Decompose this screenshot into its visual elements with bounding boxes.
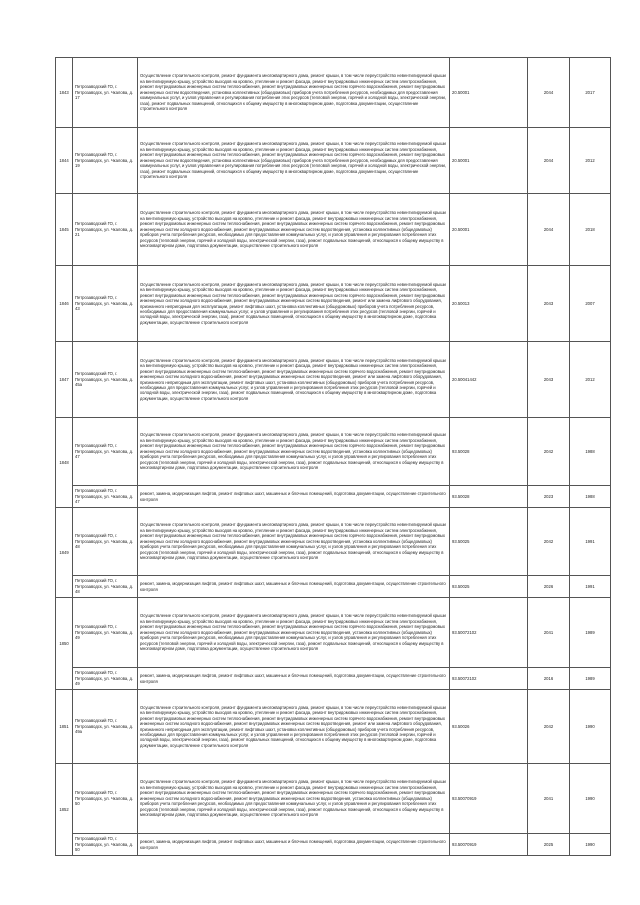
table-row: [56, 266, 611, 342]
table-row: [56, 690, 611, 764]
code-cell: 20.50001: [450, 58, 528, 128]
works-cell: Осуществление строительного контроля, ремонт фундамента многоквартирного дома, ремонт крыши, в том числе переустройство невентилируемой крыши на вентилируемую крышу, устройство выходов на кровлю, утепление и ремонт фасада, ремонт внутридомовых инженерных систем электроснабжения, ремонт внутридомовых инженерных систем теплоснабжения, ремонт внутридомовых инженерных систем горячего водоснабжения, ремонт внутридомовых инженерных систем холодного водоснабжения, ремонт внутридомовых инженерных систем водоотведения, установка коллективных (общедомовых) приборов учета потребления ресурсов, необходимых для предоставления коммунальных услуг, и узлов управления и регулирования потребления этих ресурсов (тепловой энергии, горячей и холодной воды, электрической энергии, газа), ремонт подвальных помещений, относящихся к общему имуществу в многоквартирном доме, подготовка документации, осуществление строительного контроля: [138, 598, 450, 668]
row-number: 1844: [56, 128, 73, 194]
works-cell: Осуществление строительного контроля, ремонт фундамента многоквартирного дома, ремонт крыши, в том числе переустройство невентилируемой крыши на вентилируемую крышу, устройство выходов на кровлю, утепление и ремонт фасада, ремонт внутридомовых инженерных систем электроснабжения, ремонт внутридомовых инженерных систем теплоснабжения, ремонт внутридомовых инженерных систем горячего водоснабжения, ремонт внутридомовых инженерных систем холодного водоснабжения, ремонт внутридомовых инженерных систем водоотведения, ремонт или замена лифтового оборудования, признанного непригодным для эксплуатации, ремонт лифтовых шахт, установка коллективных (общедомовых) приборов учета потребления ресурсов, необходимых для предоставления коммунальных услуг, и узлов управления и регулирования потребления этих ресурсов (тепловой энергии, горячей и холодной воды, электрической энергии, газа), ремонт подвальных помещений, относящихся к общему имуществу в многоквартирном доме, подготовка документации, осуществление строительного контроля: [138, 342, 450, 418]
table-row: [56, 418, 611, 486]
planned-year-cell: 2043: [528, 266, 570, 342]
table-row: [56, 128, 611, 194]
address-cell: Петрозаводский ГО, г. Петрозаводск, ул. Чкалова, д. 47: [73, 418, 138, 486]
works-cell: ремонт, замена, модернизация лифтов, ремонт лифтовых шахт, машинных и блочных помещений, подготовка документации, осуществление строительного контроля: [138, 576, 450, 598]
address-cell: Петрозаводский ГО, г. Петрозаводск, ул. Чкалова, д. 47: [73, 486, 138, 508]
planned-year-cell: 2044: [528, 58, 570, 128]
planned-year-cell: 2025: [528, 834, 570, 856]
planned-year-cell: 2042: [528, 418, 570, 486]
works-cell: Осуществление строительного контроля, ремонт фундамента многоквартирного дома, ремонт крыши, в том числе переустройство невентилируемой крыши на вентилируемую крышу, устройство выходов на кровлю, утепление и ремонт фасада, ремонт внутридомовых инженерных систем электроснабжения, ремонт внутридомовых инженерных систем теплоснабжения, ремонт внутридомовых инженерных систем горячего водоснабжения, ремонт внутридомовых инженерных систем холодного водоснабжения, ремонт внутридомовых инженерных систем водоотведения, ремонт или замена лифтового оборудования, признанного непригодным для эксплуатации, ремонт лифтовых шахт, установка коллективных (общедомовых) приборов учета потребления ресурсов, необходимых для предоставления коммунальных услуг, и узлов управления и регулирования потребления этих ресурсов (тепловой энергии, горячей и холодной воды, электрической энергии, газа), ремонт подвальных помещений, относящихся к общему имуществу в многоквартирном доме, подготовка документации, осуществление строительного контроля: [138, 266, 450, 342]
address-cell: Петрозаводский ГО, г. Петрозаводск, ул. Чкалова, д. 21: [73, 194, 138, 266]
address-cell: Петрозаводский ГО, г. Петрозаводск, ул. Чкалова, д. 19: [73, 128, 138, 194]
works-cell: Осуществление строительного контроля, ремонт фундамента многоквартирного дома, ремонт крыши, в том числе переустройство невентилируемой крыши на вентилируемую крышу, устройство выходов на кровлю, утепление и ремонт фасада, ремонт внутридомовых инженерных систем электроснабжения, ремонт внутридомовых инженерных систем теплоснабжения, ремонт внутридомовых инженерных систем горячего водоснабжения, ремонт внутридомовых инженерных систем водоотведения, установка коллективных (общедомовых) приборов учета потребления ресурсов, необходимых для предоставления коммунальных услуг, и узлов управления и регулирования потребления этих ресурсов (тепловой энергии, горячей и холодной воды, электрической энергии, газа), ремонт подвальных помещений, относящихся к общему имуществу в многоквартирном доме, подготовка документации, осуществление строительного контроля: [138, 128, 450, 194]
table-row: [56, 764, 611, 834]
code-cell: 93.50072102: [450, 598, 528, 668]
row-number: 1848: [56, 418, 73, 508]
row-number: 1843: [56, 58, 73, 128]
address-cell: Петрозаводский ГО, г. Петрозаводск, ул. Чкалова, д. 49: [73, 668, 138, 690]
code-cell: 93.50026: [450, 690, 528, 764]
planned-year-cell: 2023: [528, 486, 570, 508]
table-row: [56, 58, 611, 128]
year-cell: 1989: [570, 668, 611, 690]
table-row: [56, 598, 611, 668]
code-cell: 20.50001: [450, 194, 528, 266]
capital-repair-table: [55, 57, 611, 856]
code-cell: 20.50041442: [450, 342, 528, 418]
code-cell: 93.50028: [450, 486, 528, 508]
planned-year-cell: 2026: [528, 576, 570, 598]
year-cell: 2007: [570, 266, 611, 342]
row-number: 1845: [56, 194, 73, 266]
address-cell: Петрозаводский ГО, г. Петрозаводск, ул. Чкалова, д. 49а: [73, 690, 138, 764]
planned-year-cell: 2042: [528, 508, 570, 576]
code-cell: 93.50025: [450, 508, 528, 576]
works-cell: Осуществление строительного контроля, ремонт фундамента многоквартирного дома, ремонт крыши, в том числе переустройство невентилируемой крыши на вентилируемую крышу, устройство выходов на кровлю, утепление и ремонт фасада, ремонт внутридомовых инженерных систем электроснабжения, ремонт внутридомовых инженерных систем теплоснабжения, ремонт внутридомовых инженерных систем горячего водоснабжения, ремонт внутридомовых инженерных систем холодного водоснабжения, ремонт внутридомовых инженерных систем водоотведения, установка коллективных (общедомовых) приборов учета потребления ресурсов, необходимых для предоставления коммунальных услуг, и узлов управления и регулирования потребления этих ресурсов (тепловой энергии, горячей и холодной воды, электрической энергии, газа), ремонт подвальных помещений, относящихся к общему имуществу в многоквартирном доме, подготовка документации, осуществление строительного контроля: [138, 418, 450, 486]
works-cell: ремонт, замена, модернизация лифтов, ремонт лифтовых шахт, машинных и блочных помещений, подготовка документации, осуществление строительного контроля: [138, 668, 450, 690]
works-cell: Осуществление строительного контроля, ремонт фундамента многоквартирного дома, ремонт крыши, в том числе переустройство невентилируемой крыши на вентилируемую крышу, устройство выходов на кровлю, утепление и ремонт фасада, ремонт внутридомовых инженерных систем электроснабжения, ремонт внутридомовых инженерных систем теплоснабжения, ремонт внутридомовых инженерных систем горячего водоснабжения, ремонт внутридомовых инженерных систем холодного водоснабжения, ремонт внутридомовых инженерных систем водоотведения, установка коллективных (общедомовых) приборов учета потребления ресурсов, необходимых для предоставления коммунальных услуг, и узлов управления и регулирования потребления этих ресурсов (тепловой энергии, горячей и холодной воды, электрической энергии, газа), ремонт подвальных помещений, относящихся к общему имуществу в многоквартирном доме, подготовка документации, осуществление строительного контроля: [138, 508, 450, 576]
code-cell: 93.50028: [450, 418, 528, 486]
works-cell: Осуществление строительного контроля, ремонт фундамента многоквартирного дома, ремонт крыши, в том числе переустройство невентилируемой крыши на вентилируемую крышу, устройство выходов на кровлю, утепление и ремонт фасада, ремонт внутридомовых инженерных систем электроснабжения, ремонт внутридомовых инженерных систем теплоснабжения, ремонт внутридомовых инженерных систем горячего водоснабжения, ремонт внутридомовых инженерных систем водоотведения, установка коллективных (общедомовых) приборов учета потребления ресурсов, необходимых для предоставления коммунальных услуг, и узлов управления и регулирования потребления этих ресурсов (тепловой энергии, горячей и холодной воды, электрической энергии, газа), ремонт подвальных помещений, относящихся к общему имуществу в многоквартирном доме, подготовка документации, осуществление строительного контроля: [138, 58, 450, 128]
year-cell: 1988: [570, 486, 611, 508]
table-row: [56, 576, 611, 598]
works-cell: ремонт, замена, модернизация лифтов, ремонт лифтовых шахт, машинных и блочных помещений, подготовка документации, осуществление строительного контроля: [138, 834, 450, 856]
table-row: [56, 668, 611, 690]
works-cell: Осуществление строительного контроля, ремонт фундамента многоквартирного дома, ремонт крыши, в том числе переустройство невентилируемой крыши на вентилируемую крышу, устройство выходов на кровлю, утепление и ремонт фасада, ремонт внутридомовых инженерных систем электроснабжения, ремонт внутридомовых инженерных систем теплоснабжения, ремонт внутридомовых инженерных систем горячего водоснабжения, ремонт внутридомовых инженерных систем холодного водоснабжения, ремонт внутридомовых инженерных систем водоотведения, установка коллективных (общедомовых) приборов учета потребления ресурсов, необходимых для предоставления коммунальных услуг, и узлов управления и регулирования потребления этих ресурсов (тепловой энергии, горячей и холодной воды, электрической энергии, газа), ремонт подвальных помещений, относящихся к общему имуществу в многоквартирном доме, подготовка документации, осуществление строительного контроля: [138, 194, 450, 266]
row-number: 1851: [56, 690, 73, 764]
year-cell: 1988: [570, 418, 611, 486]
row-number: 1846: [56, 266, 73, 342]
code-cell: 93.50070919: [450, 834, 528, 856]
works-cell: ремонт, замена, модернизация лифтов, ремонт лифтовых шахт, машинных и блочных помещений, подготовка документации, осуществление строительного контроля: [138, 486, 450, 508]
row-number: 1847: [56, 342, 73, 418]
works-cell: Осуществление строительного контроля, ремонт фундамента многоквартирного дома, ремонт крыши, в том числе переустройство невентилируемой крыши на вентилируемую крышу, устройство выходов на кровлю, утепление и ремонт фасада, ремонт внутридомовых инженерных систем электроснабжения, ремонт внутридомовых инженерных систем теплоснабжения, ремонт внутридомовых инженерных систем горячего водоснабжения, ремонт внутридомовых инженерных систем холодного водоснабжения, ремонт внутридомовых инженерных систем водоотведения, ремонт или замена лифтового оборудования, признанного непригодным для эксплуатации, ремонт лифтовых шахт, установка коллективных (общедомовых) приборов учета потребления ресурсов, необходимых для предоставления коммунальных услуг, и узлов управления и регулирования потребления этих ресурсов (тепловой энергии, горячей и холодной воды, электрической энергии, газа), ремонт подвальных помещений, относящихся к общему имуществу в многоквартирном доме, подготовка документации, осуществление строительного контроля: [138, 690, 450, 764]
code-cell: 20.50013: [450, 266, 528, 342]
row-number: 1852: [56, 764, 73, 856]
year-cell: 1990: [570, 834, 611, 856]
code-cell: 93.50070919: [450, 764, 528, 834]
planned-year-cell: 2016: [528, 668, 570, 690]
year-cell: 2018: [570, 194, 611, 266]
address-cell: Петрозаводский ГО, г. Петрозаводск, ул. Чкалова, д. 49: [73, 598, 138, 668]
address-cell: Петрозаводский ГО, г. Петрозаводск, ул. Чкалова, д. 45а: [73, 342, 138, 418]
row-number: 1850: [56, 598, 73, 690]
year-cell: 1989: [570, 598, 611, 668]
planned-year-cell: 2044: [528, 194, 570, 266]
table-row: [56, 486, 611, 508]
address-cell: Петрозаводский ГО, г. Петрозаводск, ул. Чкалова, д. 48: [73, 576, 138, 598]
year-cell: 1991: [570, 576, 611, 598]
year-cell: 2012: [570, 342, 611, 418]
planned-year-cell: 2042: [528, 690, 570, 764]
table-row: [56, 194, 611, 266]
year-cell: 2012: [570, 128, 611, 194]
address-cell: Петрозаводский ГО, г. Петрозаводск, ул. Чкалова, д. 43: [73, 266, 138, 342]
row-number: 1849: [56, 508, 73, 598]
year-cell: 1991: [570, 508, 611, 576]
code-cell: 93.50025: [450, 576, 528, 598]
year-cell: 1990: [570, 764, 611, 834]
year-cell: 1990: [570, 690, 611, 764]
table-row: [56, 508, 611, 576]
address-cell: Петрозаводский ГО, г. Петрозаводск, ул. Чкалова, д. 50: [73, 834, 138, 856]
year-cell: 2017: [570, 58, 611, 128]
code-cell: 93.50072102: [450, 668, 528, 690]
table-row: [56, 834, 611, 856]
address-cell: Петрозаводский ГО, г. Петрозаводск, ул. Чкалова, д. 50: [73, 764, 138, 834]
address-cell: Петрозаводский ГО, г. Петрозаводск, ул. Чкалова, д. 17: [73, 58, 138, 128]
planned-year-cell: 2044: [528, 128, 570, 194]
planned-year-cell: 2041: [528, 764, 570, 834]
code-cell: 20.50001: [450, 128, 528, 194]
address-cell: Петрозаводский ГО, г. Петрозаводск, ул. Чкалова, д. 48: [73, 508, 138, 576]
planned-year-cell: 2043: [528, 342, 570, 418]
table-row: [56, 342, 611, 418]
works-cell: Осуществление строительного контроля, ремонт фундамента многоквартирного дома, ремонт крыши, в том числе переустройство невентилируемой крыши на вентилируемую крышу, устройство выходов на кровлю, утепление и ремонт фасада, ремонт внутридомовых инженерных систем электроснабжения, ремонт внутридомовых инженерных систем теплоснабжения, ремонт внутридомовых инженерных систем горячего водоснабжения, ремонт внутридомовых инженерных систем холодного водоснабжения, ремонт внутридомовых инженерных систем водоотведения, установка коллективных (общедомовых) приборов учета потребления ресурсов, необходимых для предоставления коммунальных услуг, и узлов управления и регулирования потребления этих ресурсов (тепловой энергии, горячей и холодной воды, электрической энергии, газа), ремонт подвальных помещений, относящихся к общему имуществу в многоквартирном доме, подготовка документации, осуществление строительного контроля: [138, 764, 450, 834]
planned-year-cell: 2041: [528, 598, 570, 668]
